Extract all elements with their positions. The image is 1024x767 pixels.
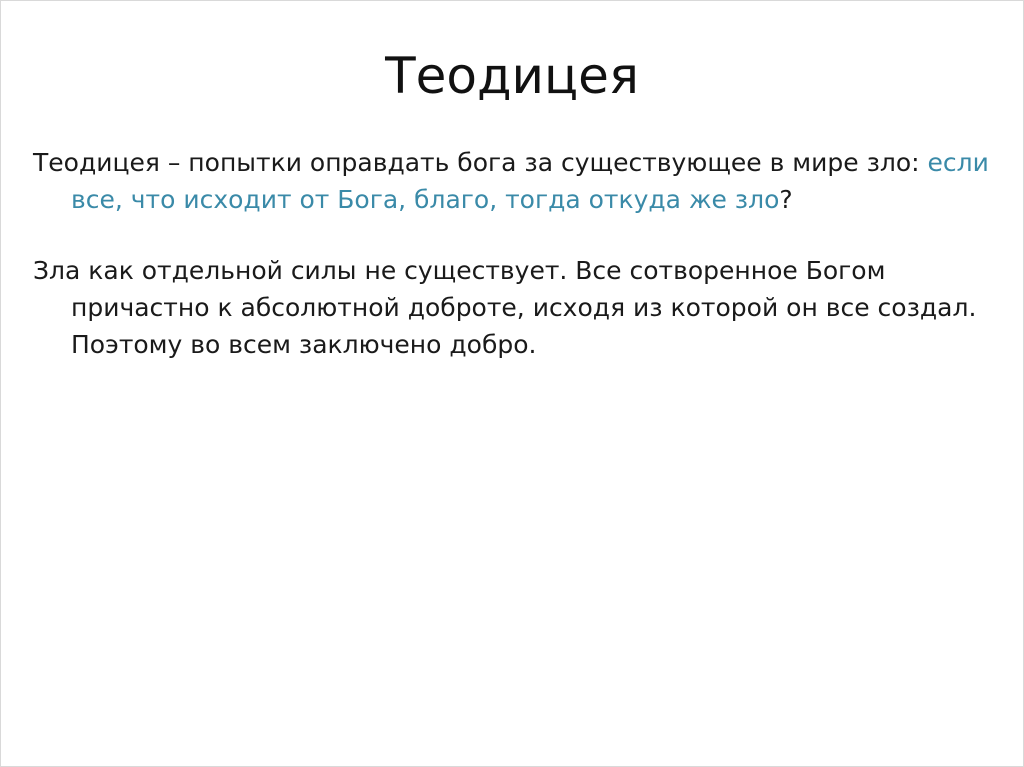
- paragraph-1-ending: ?: [779, 185, 793, 214]
- slide-title: Теодицея: [385, 47, 639, 105]
- paragraph-1-text: Теодицея – попытки оправдать бога за существующее в мире зло:: [33, 148, 928, 177]
- paragraph-evil-explanation: [33, 252, 993, 363]
- paragraph-2-text: Зла как отдельной силы не существует. Все сотворенное Богом причастно к абсолютной доброте, исходя из которой он все создал. Поэтому во всем заключено добро.: [33, 256, 977, 359]
- paragraph-1-highlight: если все, что исходит от Бога, благо, тогда откуда же зло: [71, 148, 989, 214]
- slide-body: [33, 144, 993, 397]
- paragraph-theodicy-definition: [33, 144, 993, 218]
